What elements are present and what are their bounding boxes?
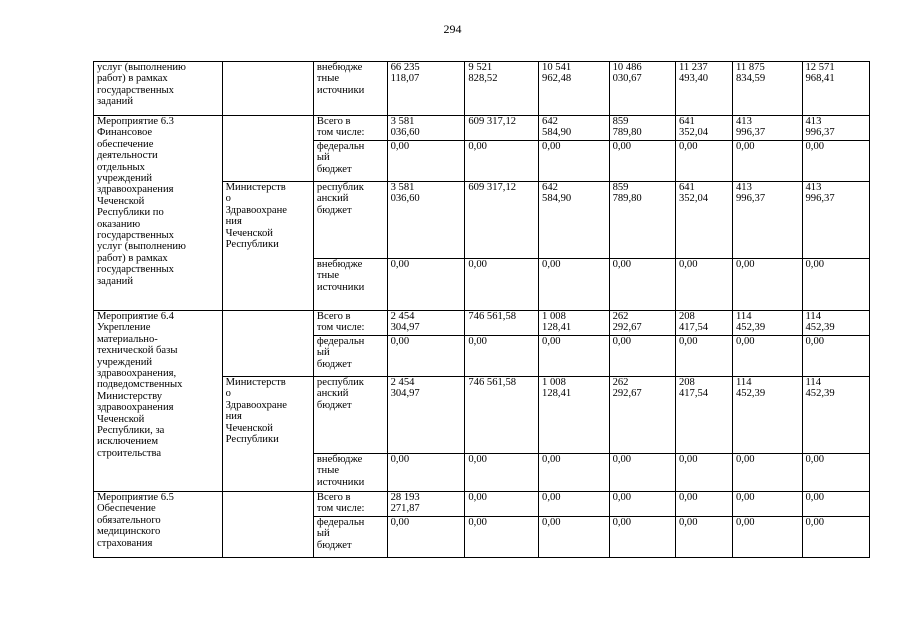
amount-cell: 0,00	[387, 454, 465, 492]
amount-cell: 0,00	[675, 454, 732, 492]
amount-cell: 642 584,90	[539, 116, 610, 141]
amount-cell: 0,00	[675, 336, 732, 377]
budget-table	[93, 61, 870, 558]
amount-cell: 0,00	[465, 336, 539, 377]
amount-cell: 0,00	[802, 141, 870, 182]
measure-name-cell: услуг (выполнению работ) в рамках государственных заданий	[94, 62, 223, 116]
amount-cell: 0,00	[387, 141, 465, 182]
amount-cell: 1 008 128,41	[539, 377, 610, 454]
amount-cell: 9 521 828,52	[465, 62, 539, 116]
amount-cell: 12 571 968,41	[802, 62, 870, 116]
amount-cell: 0,00	[609, 259, 675, 311]
amount-cell: 0,00	[465, 141, 539, 182]
amount-cell: 0,00	[733, 454, 803, 492]
amount-cell: 0,00	[387, 517, 465, 558]
amount-cell: 208 417,54	[675, 377, 732, 454]
amount-cell: 746 561,58	[465, 377, 539, 454]
amount-cell: 66 235 118,07	[387, 62, 465, 116]
amount-cell: 641 352,04	[675, 182, 732, 259]
amount-cell: 208 417,54	[675, 311, 732, 336]
amount-cell: 0,00	[387, 259, 465, 311]
amount-cell: 11 237 493,40	[675, 62, 732, 116]
table-row	[94, 492, 870, 517]
table-row	[94, 311, 870, 336]
amount-cell: 0,00	[465, 517, 539, 558]
amount-cell: 0,00	[733, 259, 803, 311]
executor-cell: Министерств о Здравоохране ния Чеченской Республики	[222, 182, 313, 311]
funding-source-cell: федеральн ый бюджет	[313, 141, 387, 182]
amount-cell: 642 584,90	[539, 182, 610, 259]
executor-cell	[222, 62, 313, 116]
amount-cell: 413 996,37	[802, 182, 870, 259]
amount-cell: 0,00	[802, 454, 870, 492]
amount-cell: 2 454 304,97	[387, 311, 465, 336]
amount-cell: 262 292,67	[609, 311, 675, 336]
funding-source-cell: внебюдже тные источники	[313, 454, 387, 492]
amount-cell: 0,00	[539, 492, 610, 517]
amount-cell: 0,00	[539, 259, 610, 311]
amount-cell: 0,00	[733, 492, 803, 517]
amount-cell: 0,00	[387, 336, 465, 377]
amount-cell: 0,00	[465, 492, 539, 517]
funding-source-cell: федеральн ый бюджет	[313, 517, 387, 558]
amount-cell: 0,00	[733, 141, 803, 182]
amount-cell: 859 789,80	[609, 116, 675, 141]
funding-source-cell: федеральн ый бюджет	[313, 336, 387, 377]
amount-cell: 413 996,37	[802, 116, 870, 141]
amount-cell: 0,00	[802, 492, 870, 517]
amount-cell: 413 996,37	[733, 182, 803, 259]
amount-cell: 0,00	[802, 517, 870, 558]
amount-cell: 746 561,58	[465, 311, 539, 336]
funding-source-cell: республик анский бюджет	[313, 377, 387, 454]
page-number: 294	[443, 22, 462, 36]
amount-cell: 114 452,39	[733, 311, 803, 336]
amount-cell: 0,00	[609, 492, 675, 517]
funding-source-cell: внебюдже тные источники	[313, 259, 387, 311]
amount-cell: 859 789,80	[609, 182, 675, 259]
funding-source-cell: республик анский бюджет	[313, 182, 387, 259]
amount-cell: 0,00	[802, 259, 870, 311]
amount-cell: 114 452,39	[802, 311, 870, 336]
funding-source-cell: внебюдже тные источники	[313, 62, 387, 116]
amount-cell: 0,00	[609, 336, 675, 377]
executor-cell	[222, 311, 313, 377]
executor-cell	[222, 116, 313, 182]
amount-cell: 10 541 962,48	[539, 62, 610, 116]
amount-cell: 0,00	[609, 141, 675, 182]
amount-cell: 0,00	[609, 454, 675, 492]
table-row	[94, 116, 870, 141]
amount-cell: 609 317,12	[465, 182, 539, 259]
amount-cell: 0,00	[675, 492, 732, 517]
amount-cell: 2 454 304,97	[387, 377, 465, 454]
table-body	[94, 62, 870, 558]
amount-cell: 0,00	[609, 517, 675, 558]
amount-cell: 10 486 030,67	[609, 62, 675, 116]
amount-cell: 0,00	[675, 141, 732, 182]
amount-cell: 0,00	[465, 454, 539, 492]
amount-cell: 0,00	[675, 517, 732, 558]
measure-name-cell: Мероприятие 6.5 Обеспечение обязательного медицинского страхования	[94, 492, 223, 558]
amount-cell: 28 193 271,87	[387, 492, 465, 517]
amount-cell: 641 352,04	[675, 116, 732, 141]
amount-cell: 3 581 036,60	[387, 116, 465, 141]
funding-source-cell: Всего в том числе:	[313, 116, 387, 141]
measure-name-cell: Мероприятие 6.3 Финансовое обеспечение деятельности отдельных учреждений здравоохранения Чеченской Республики по оказанию государственных услуг (выполнению работ) в рамках государственных заданий	[94, 116, 223, 311]
amount-cell: 413 996,37	[733, 116, 803, 141]
amount-cell: 0,00	[802, 336, 870, 377]
amount-cell: 114 452,39	[733, 377, 803, 454]
funding-source-cell: Всего в том числе:	[313, 492, 387, 517]
amount-cell: 609 317,12	[465, 116, 539, 141]
amount-cell: 114 452,39	[802, 377, 870, 454]
amount-cell: 0,00	[539, 454, 610, 492]
executor-cell	[222, 492, 313, 558]
amount-cell: 0,00	[539, 517, 610, 558]
amount-cell: 11 875 834,59	[733, 62, 803, 116]
amount-cell: 0,00	[733, 517, 803, 558]
amount-cell: 1 008 128,41	[539, 311, 610, 336]
amount-cell: 3 581 036,60	[387, 182, 465, 259]
amount-cell: 0,00	[465, 259, 539, 311]
amount-cell: 0,00	[539, 141, 610, 182]
amount-cell: 262 292,67	[609, 377, 675, 454]
measure-name-cell: Мероприятие 6.4 Укрепление материально- технической базы учреждений здравоохранения, подведомственных Министерству здравоохранения Чеченской Республики, за исключением строительства	[94, 311, 223, 492]
amount-cell: 0,00	[675, 259, 732, 311]
funding-source-cell: Всего в том числе:	[313, 311, 387, 336]
executor-cell: Министерств о Здравоохране ния Чеченской Республики	[222, 377, 313, 492]
amount-cell: 0,00	[733, 336, 803, 377]
table-row	[94, 62, 870, 116]
amount-cell: 0,00	[539, 336, 610, 377]
